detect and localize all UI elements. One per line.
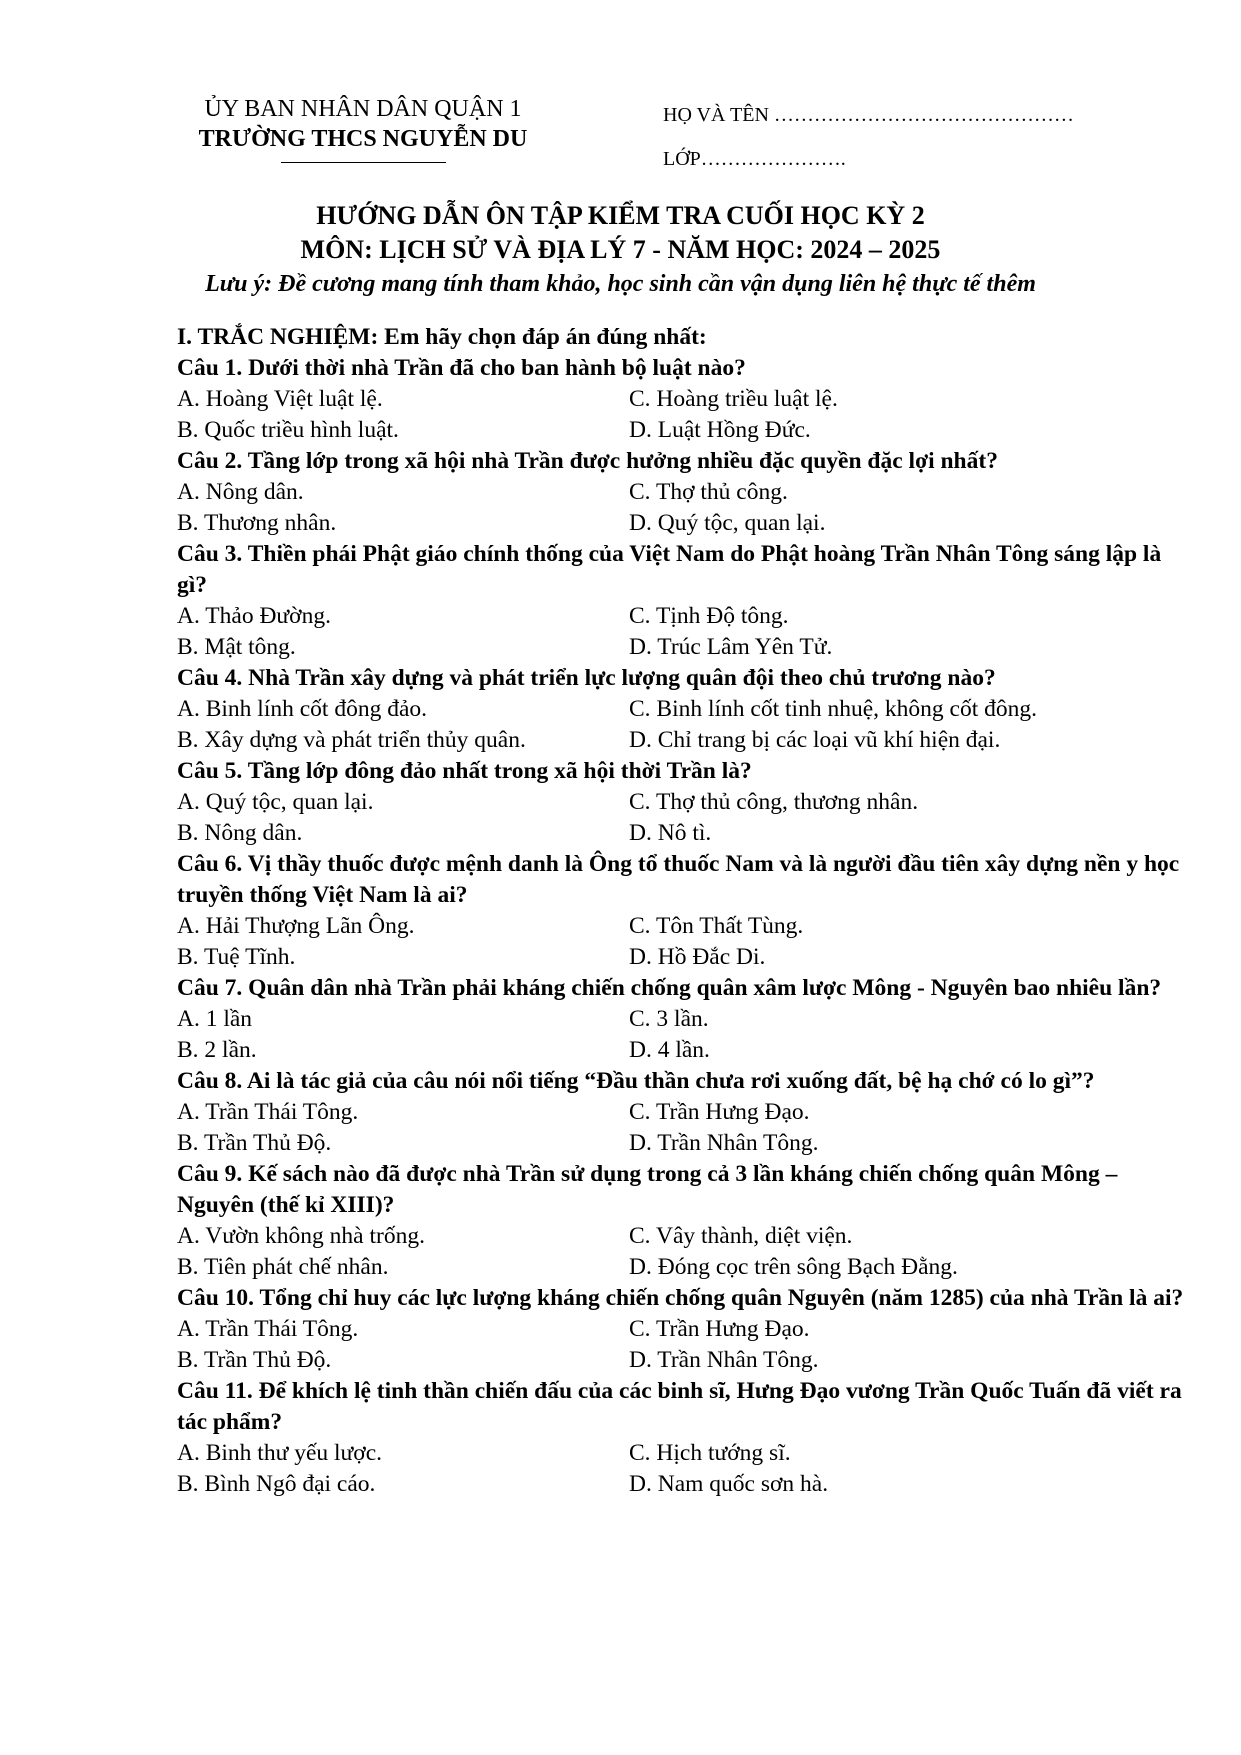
option-d: D. 4 lần. [629,1037,710,1063]
option-c: C. Hịch tướng sĩ. [629,1440,791,1466]
header-left [178,94,548,163]
option-c: C. Hoàng triều luật lệ. [629,386,838,412]
option-b: B. Mật tông. [177,634,296,660]
question-text: Câu 4. Nhà Trần xây dựng và phát triển lực lượng quân đội theo chủ trương nào? [177,665,996,691]
question-item [177,539,1197,663]
doc-subtitle: MÔN: LỊCH SỬ VÀ ĐỊA LÝ 7 - NĂM HỌC: 2024 – 2025 [300,235,941,264]
option-d: D. Chỉ trang bị các loại vũ khí hiện đại. [629,727,1001,753]
option-b: B. Xây dựng và phát triển thủy quân. [177,727,526,753]
class-field: LỚP…………………. [663,148,846,170]
question-item [177,1066,1197,1159]
question-item [177,446,1197,539]
option-a: A. Thảo Đường. [177,603,331,629]
option-b: B. Nông dân. [177,820,303,846]
answer-options [177,1004,1197,1066]
option-b: B. 2 lần. [177,1037,257,1063]
option-a: A. Nông dân. [177,479,304,505]
option-c: C. Thợ thủ công, thương nhân. [629,789,919,815]
option-b: B. Thương nhân. [177,510,337,536]
question-text: Câu 8. Ai là tác giả của câu nói nổi tiếng “Đầu thần chưa rơi xuống đất, bệ hạ chớ có lo gì”? [177,1068,1095,1094]
answer-options [177,1097,1197,1159]
school-name: TRƯỜNG THCS NGUYỄN DU [198,126,528,152]
option-b: B. Tuệ Tĩnh. [177,944,296,970]
option-b: B. Trần Thủ Độ. [177,1130,332,1156]
option-c: C. Thợ thủ công. [629,479,788,505]
doc-note: Lưu ý: Đề cương mang tính tham khảo, học sinh cần vận dụng liên hệ thực tế thêm [205,271,1036,297]
question-item [177,1283,1197,1376]
option-d: D. Đóng cọc trên sông Bạch Đằng. [629,1254,958,1280]
answer-options [177,787,1197,849]
question-text: Câu 2. Tầng lớp trong xã hội nhà Trần được hưởng nhiều đặc quyền đặc lợi nhất? [177,448,998,474]
option-c: C. Binh lính cốt tinh nhuệ, không cốt đông. [629,696,1037,722]
question-item [177,353,1197,446]
question-text: Câu 10. Tổng chỉ huy các lực lượng kháng chiến chống quân Nguyên (năm 1285) của nhà Trần là ai? [177,1285,1184,1311]
option-c: C. Vây thành, diệt viện. [629,1223,853,1249]
doc-title: HƯỚNG DẪN ÔN TẬP KIỂM TRA CUỐI HỌC KỲ 2 [316,201,925,230]
question-item [177,1376,1197,1500]
option-a: A. Vườn không nhà trống. [177,1223,425,1249]
content [177,322,1197,1500]
option-a: A. Trần Thái Tông. [177,1316,359,1342]
option-d: D. Hồ Đắc Di. [629,944,766,970]
student-name-field: HỌ VÀ TÊN ……………………………………… [663,104,1074,126]
question-list [177,353,1197,1500]
option-b: B. Trần Thủ Độ. [177,1347,332,1373]
question-item [177,663,1197,756]
answer-options [177,911,1197,973]
option-a: A. Quý tộc, quan lại. [177,789,374,815]
option-d: D. Nam quốc sơn hà. [629,1471,829,1497]
option-c: C. Trần Hưng Đạo. [629,1099,810,1125]
answer-options [177,601,1197,663]
question-text: Câu 11. Để khích lệ tinh thần chiến đấu của các binh sĩ, Hưng Đạo vương Trần Quốc Tuấn đã viết ra tác phẩm? [177,1378,1182,1435]
question-text: Câu 3. Thiền phái Phật giáo chính thống của Việt Nam do Phật hoàng Trần Nhân Tông sáng lập là gì? [177,541,1162,598]
option-b: B. Tiên phát chế nhân. [177,1254,389,1280]
section-heading: I. TRẮC NGHIỆM: Em hãy chọn đáp án đúng nhất: [177,324,707,350]
title-block [0,199,1241,301]
org-name: ỦY BAN NHÂN DÂN QUẬN 1 [204,96,522,122]
option-c: C. Tôn Thất Tùng. [629,913,804,939]
question-text: Câu 6. Vị thầy thuốc được mệnh danh là Ông tổ thuốc Nam và là người đầu tiên xây dựng nền y học truyền thống Việt Nam là ai? [177,851,1180,908]
question-text: Câu 9. Kế sách nào đã được nhà Trần sử dụng trong cả 3 lần kháng chiến chống quân Mông – Nguyên (thế kỉ XIII)? [177,1161,1118,1218]
option-d: D. Trúc Lâm Yên Tử. [629,634,833,660]
option-d: D. Trần Nhân Tông. [629,1347,819,1373]
option-c: C. Tịnh Độ tông. [629,603,789,629]
option-a: A. Trần Thái Tông. [177,1099,359,1125]
question-text: Câu 5. Tầng lớp đông đảo nhất trong xã hội thời Trần là? [177,758,752,784]
answer-options [177,694,1197,756]
option-d: D. Quý tộc, quan lại. [629,510,826,536]
option-d: D. Nô tì. [629,820,712,846]
option-b: B. Bình Ngô đại cáo. [177,1471,376,1497]
answer-options [177,477,1197,539]
answer-options [177,384,1197,446]
question-item [177,756,1197,849]
answer-options [177,1438,1197,1500]
header-right [663,102,1074,172]
option-a: A. Hải Thượng Lãn Ông. [177,913,415,939]
option-a: A. Binh lính cốt đông đảo. [177,696,427,722]
question-text: Câu 7. Quân dân nhà Trần phải kháng chiến chống quân xâm lược Mông - Nguyên bao nhiêu lần? [177,975,1162,1001]
option-c: C. Trần Hưng Đạo. [629,1316,810,1342]
question-item [177,1159,1197,1283]
option-a: A. Binh thư yếu lược. [177,1440,382,1466]
question-item [177,849,1197,973]
answer-options [177,1314,1197,1376]
option-a: A. 1 lần [177,1006,253,1032]
header-underline [281,162,446,163]
option-d: D. Luật Hồng Đức. [629,417,811,443]
question-item [177,973,1197,1066]
option-a: A. Hoàng Việt luật lệ. [177,386,383,412]
option-c: C. 3 lần. [629,1006,709,1032]
option-b: B. Quốc triều hình luật. [177,417,399,443]
question-text: Câu 1. Dưới thời nhà Trần đã cho ban hành bộ luật nào? [177,355,746,381]
answer-options [177,1221,1197,1283]
option-d: D. Trần Nhân Tông. [629,1130,819,1156]
